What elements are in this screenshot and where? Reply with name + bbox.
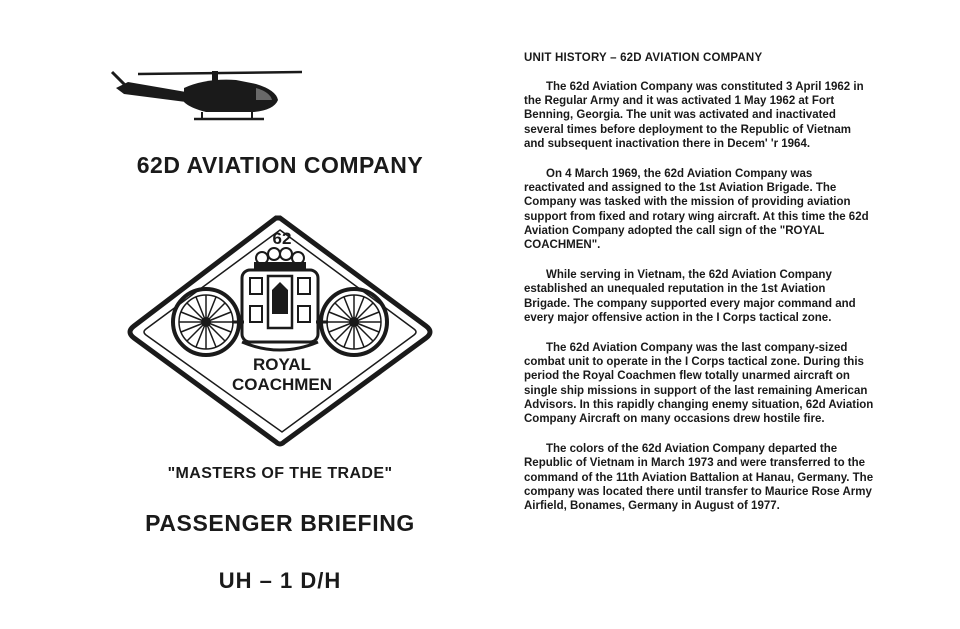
cover-panel xyxy=(90,50,470,620)
history-paragraph-1: The 62d Aviation Company was constituted 3 April 1962 in the Regular Army and it was activated 1 May 1962 at Fort Benning, Georgia. The unit was activated and inactivated several times before deployment to the Republic of Vietnam and subsequent inactivation there in Decem' 'r 1964. xyxy=(524,81,864,150)
badge-line-royal: ROYAL xyxy=(253,355,311,374)
motto: "MASTERS OF THE TRADE" xyxy=(167,465,393,482)
helicopter-icon xyxy=(106,58,306,128)
right-wheel-icon xyxy=(321,289,387,355)
history-paragraph-5: The colors of the 62d Aviation Company departed the Republic of Vietnam in March 1973 and were transferred to the command of the 11th Aviation Battalion at Hanau, Germany. The company was located there until transfer to Maurice Rose Army Airfield, Bonames, Germany in August of 1977. xyxy=(524,443,874,513)
left-wheel-icon xyxy=(173,289,239,355)
badge-line-coachmen: COACHMEN xyxy=(231,375,333,394)
history-paragraph-4: The 62d Aviation Company was the last company-sized combat unit to operate in the I Corps tactical zone. During this period the Royal Coachmen flew totally unarmed aircraft on single ship missions in support of the last remaining American Advisors. In this rapidly changing enemy situation, 62d Aviation Company Aircraft on many occasions drew hostile fire. xyxy=(524,342,874,426)
badge-number: 62 xyxy=(272,229,292,248)
aircraft-type: UH – 1 D/H xyxy=(218,568,342,593)
briefing-title: PASSENGER BRIEFING xyxy=(145,510,415,536)
royal-coachmen-badge xyxy=(122,210,438,454)
unit-history-panel xyxy=(524,52,874,529)
history-paragraph-3: While serving in Vietnam, the 62d Aviation Company established an unequaled reputation in the 1st Aviation Brigade. The company supported every major command and every major offensive action in the I Corps tactical zone. xyxy=(524,269,856,324)
history-paragraph-2: On 4 March 1969, the 62d Aviation Company was reactivated and assigned to the 1st Aviation Brigade. The Company was tasked with the mission of providing aviation support from fixed and rotary wing aircraft. At this time the 62d Aviation Company adopted the call sign of the "ROYAL COACHMEN". xyxy=(524,168,869,252)
unit-history-heading: UNIT HISTORY – 62D AVIATION COMPANY xyxy=(524,52,763,64)
company-title: 62D AVIATION COMPANY xyxy=(136,152,424,178)
coach-icon xyxy=(232,270,328,350)
